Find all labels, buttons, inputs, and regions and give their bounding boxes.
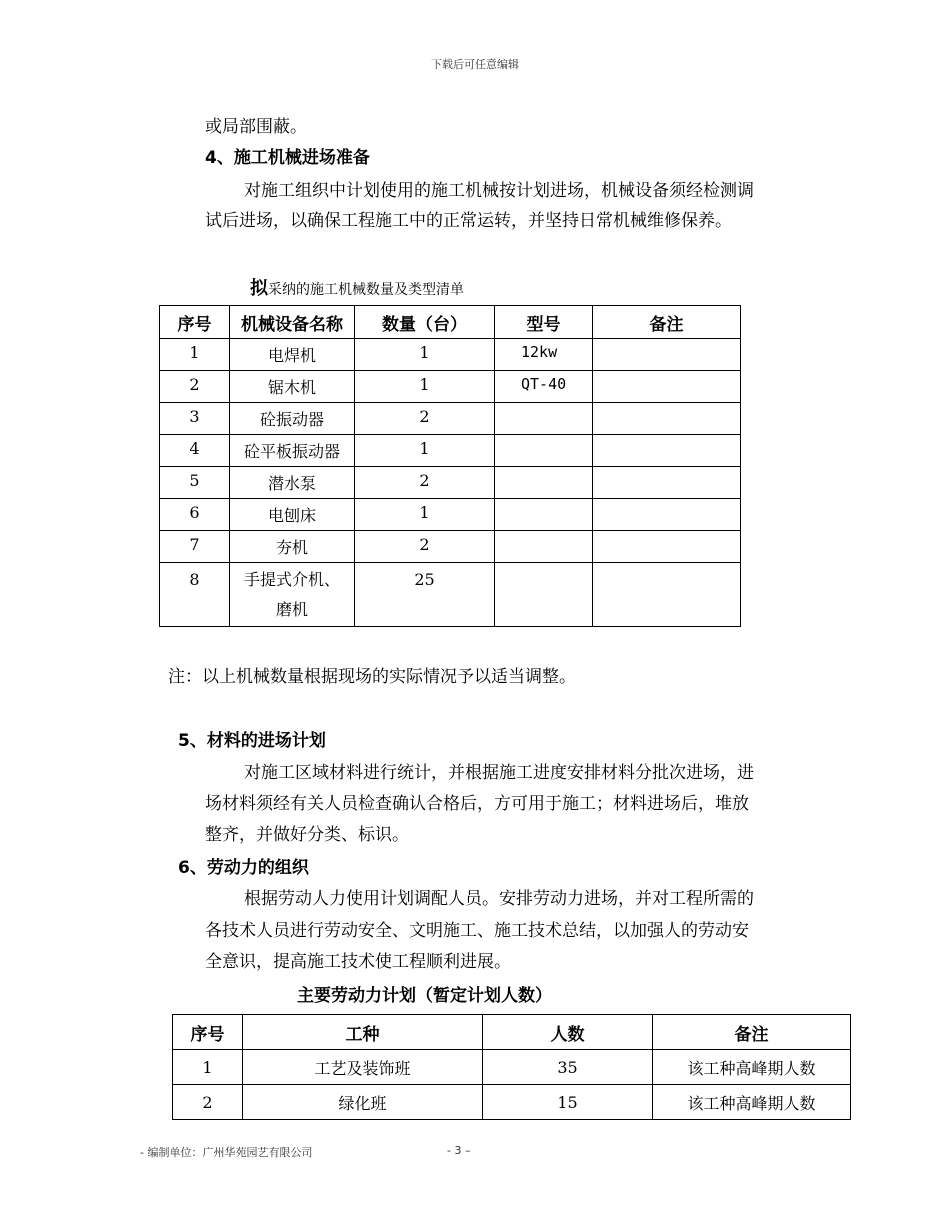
- table-cell: [593, 563, 741, 627]
- table1-title-first: 拟: [250, 278, 268, 299]
- table-header-row: [160, 306, 741, 339]
- table-cell: 7: [160, 531, 230, 563]
- table-cell: QT-40: [495, 371, 593, 403]
- table-row: [160, 531, 741, 563]
- paragraph-line: 根据劳动人力使用计划调配人员。安排劳动力进场，并对工程所需的: [244, 889, 754, 909]
- column-header: 人数: [483, 1015, 653, 1050]
- table-cell: 夯机: [230, 531, 355, 563]
- table-cell: 2: [173, 1085, 243, 1120]
- table-cell: 1: [355, 371, 495, 403]
- column-header: 工种: [243, 1015, 483, 1050]
- table-cell: [593, 339, 741, 371]
- page-number: - 3 –: [447, 1144, 471, 1157]
- table-cell: 锯木机: [230, 371, 355, 403]
- paragraph-line: 场材料须经有关人员检查确认合格后，方可用于施工；材料进场后，堆放: [205, 794, 749, 814]
- table-cell: [593, 403, 741, 435]
- paragraph-line: 各技术人员进行劳动安全、文明施工、施工技术总结，以加强人的劳动安: [205, 921, 749, 941]
- table-cell: 8: [160, 563, 230, 627]
- column-header: 机械设备名称: [230, 306, 355, 339]
- table-cell: 2: [355, 403, 495, 435]
- table-cell: 15: [483, 1085, 653, 1120]
- table-cell: 2: [160, 371, 230, 403]
- table-cell: [495, 531, 593, 563]
- footer-company: - 编制单位：广州华苑园艺有限公司: [140, 1146, 313, 1159]
- table-cell: 1: [160, 339, 230, 371]
- table-cell: 6: [160, 499, 230, 531]
- table-row: [160, 371, 741, 403]
- note-text: 注：以上机械数量根据现场的实际情况予以适当调整。: [168, 667, 576, 687]
- table-cell: 电刨床: [230, 499, 355, 531]
- table-cell: 12kw: [495, 339, 593, 371]
- table-cell: 该工种高峰期人数: [653, 1085, 851, 1120]
- table-row: [160, 499, 741, 531]
- table-cell: 1: [355, 339, 495, 371]
- table-cell: 1: [355, 499, 495, 531]
- table-cell: [495, 435, 593, 467]
- table-cell: 砼平板振动器: [230, 435, 355, 467]
- paragraph-line: 全意识，提高施工技术使工程顺利进展。: [205, 952, 511, 972]
- table-cell: [593, 499, 741, 531]
- column-header: 序号: [160, 306, 230, 339]
- table-cell: 35: [483, 1050, 653, 1085]
- table-cell: [593, 371, 741, 403]
- table-cell: 3: [160, 403, 230, 435]
- table-cell: [495, 467, 593, 499]
- paragraph-line: 试后进场，以确保工程施工中的正常运转，并坚持日常机械维修保养。: [205, 211, 732, 231]
- paragraph-line: 整齐，并做好分类、标识。: [205, 825, 409, 845]
- table-cell: [593, 531, 741, 563]
- table-cell: 1: [355, 435, 495, 467]
- paragraph-line: 对施工组织中计划使用的施工机械按计划进场，机械设备须经检测调: [244, 181, 754, 201]
- table-cell: 潜水泵: [230, 467, 355, 499]
- table-cell: 绿化班: [243, 1085, 483, 1120]
- table-cell: 该工种高峰期人数: [653, 1050, 851, 1085]
- table-cell: [593, 467, 741, 499]
- table-row: [173, 1085, 851, 1120]
- table-cell: 1: [173, 1050, 243, 1085]
- table2-title: 主要劳动力计划（暂定计划人数）: [297, 986, 552, 1006]
- column-header: 备注: [653, 1015, 851, 1050]
- labor-table: [172, 1014, 851, 1120]
- table-row: [160, 563, 741, 627]
- table-cell: 4: [160, 435, 230, 467]
- table-row: [160, 435, 741, 467]
- table-row: [160, 403, 741, 435]
- table-cell: 25: [355, 563, 495, 627]
- table-cell: 2: [355, 531, 495, 563]
- table-cell: 5: [160, 467, 230, 499]
- table-cell: 工艺及装饰班: [243, 1050, 483, 1085]
- machinery-table: [159, 305, 741, 627]
- column-header: 序号: [173, 1015, 243, 1050]
- table-cell: 砼振动器: [230, 403, 355, 435]
- table-cell: 2: [355, 467, 495, 499]
- table-cell: [230, 563, 355, 627]
- table-header-row: [173, 1015, 851, 1050]
- section-heading-5: 5、材料的进场计划: [178, 731, 326, 751]
- section-heading-4: 4、施工机械进场准备: [205, 148, 370, 168]
- table-row: [160, 339, 741, 371]
- table-cell: 电焊机: [230, 339, 355, 371]
- table-row: [160, 467, 741, 499]
- table1-title: [250, 274, 464, 300]
- table-cell: [495, 403, 593, 435]
- table-cell: [495, 563, 593, 627]
- page-header: 下载后可任意编辑: [431, 58, 519, 71]
- column-header: 备注: [593, 306, 741, 339]
- cell-line: 手提式介机、: [243, 570, 340, 589]
- table-cell: [495, 499, 593, 531]
- paragraph-line: 对施工区域材料进行统计，并根据施工进度安排材料分批次进场，进: [244, 763, 754, 783]
- section-heading-6: 6、劳动力的组织: [178, 858, 309, 878]
- text-line: 或局部围蔽。: [205, 117, 307, 137]
- column-header: 数量（台）: [355, 306, 495, 339]
- table1-title-rest: 采纳的施工机械数量及类型清单: [268, 282, 464, 298]
- table-row: [173, 1050, 851, 1085]
- column-header: 型号: [495, 306, 593, 339]
- cell-line: 磨机: [275, 600, 308, 619]
- table-cell: [593, 435, 741, 467]
